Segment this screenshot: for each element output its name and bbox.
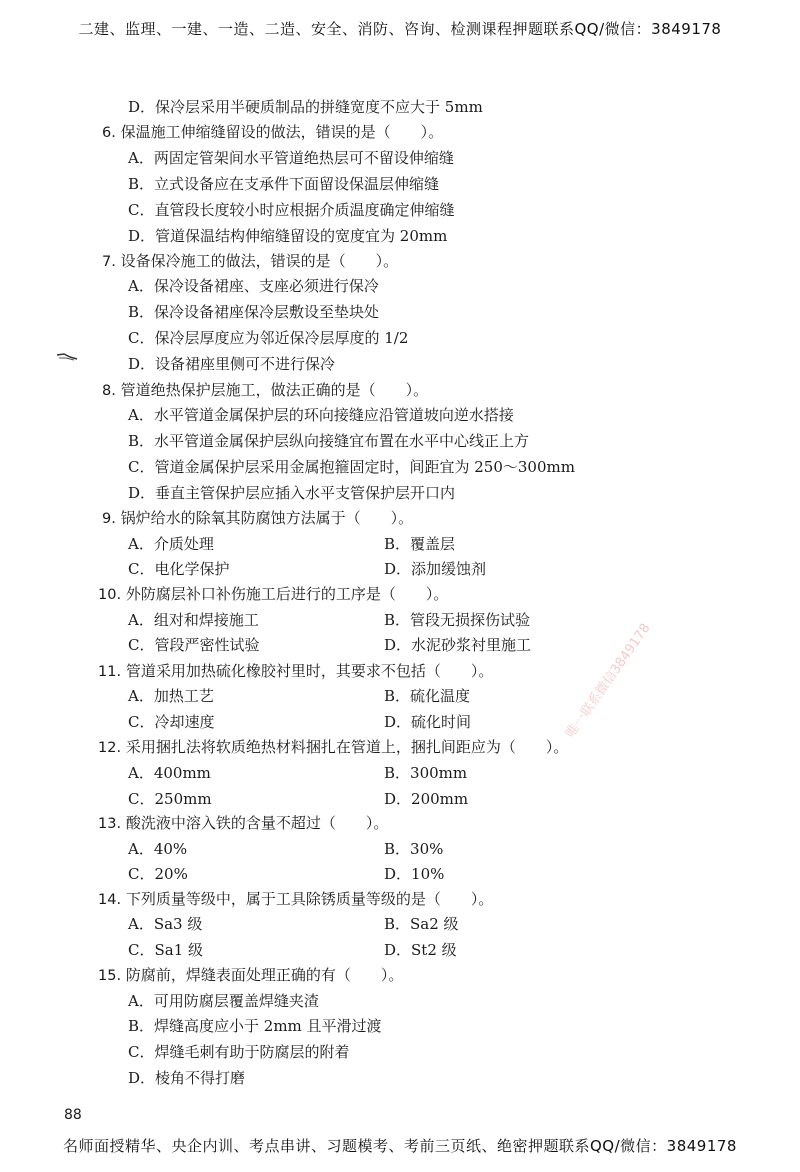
option-a: A．保冷设备裙座、支座必须进行保冷 [128, 277, 379, 295]
question-12 [98, 737, 568, 758]
question-13 [98, 813, 388, 834]
footer-banner: 名师面授精华、央企内训、考点串讲、习题模考、考前三页纸、绝密押题联系QQ/微信：3849178 [63, 1137, 737, 1155]
option-d: D．添加缓蚀剂 [384, 560, 487, 578]
option-a: A．组对和焊接施工 [128, 611, 259, 629]
question-text: 防腐前，焊缝表面处理正确的有（ ）。 [125, 966, 404, 984]
question-text: 外防腐层补口补伤施工后进行的工序是（ ）。 [125, 585, 449, 603]
question-text: 保温施工伸缩缝留设的做法，错误的是（ ）。 [120, 123, 444, 141]
scan-mark [56, 352, 78, 362]
question-14 [98, 889, 493, 910]
question-7 [102, 251, 398, 272]
question-11 [98, 661, 493, 682]
option-a: A．400mm [128, 764, 211, 782]
question-text: 下列质量等级中，属于工具除锈质量等级的是（ ）。 [125, 890, 494, 908]
option-c: C．250mm [128, 790, 212, 808]
option-d: D．水泥砂浆衬里施工 [384, 636, 532, 654]
question-number: 13. [98, 816, 122, 832]
question-6 [102, 122, 443, 143]
option-a: A．水平管道金属保护层的环向接缝应沿管道坡向逆水搭接 [128, 406, 514, 424]
option-b: B．硫化温度 [384, 687, 471, 705]
option-c: C．保冷层厚度应为邻近保冷层厚度的 1/2 [128, 329, 409, 347]
question-number: 11. [98, 664, 122, 680]
prev-question-option-d: D．保冷层采用半硬质制品的拼缝宽度不应大于 5mm [128, 98, 483, 116]
page-number: 88 [64, 1107, 82, 1123]
option-c: C．管道金属保护层采用金属抱箍固定时，间距宜为 250～300mm [128, 458, 575, 476]
option-d: D．棱角不得打磨 [128, 1069, 246, 1087]
header-banner: 二建、监理、一建、一造、二造、安全、消防、咨询、检测课程押题联系QQ/微信：3849178 [78, 20, 722, 38]
question-15 [98, 965, 403, 986]
option-d: D．200mm [384, 790, 469, 808]
option-b: B．立式设备应在支承件下面留设保温层伸缩缝 [128, 175, 440, 193]
option-b: B．保冷设备裙座保冷层敷设至垫块处 [128, 303, 380, 321]
watermark: 唯一联系微信3849178 [563, 620, 654, 741]
question-number: 10. [98, 587, 122, 603]
question-number: 9. [102, 511, 116, 527]
question-8 [102, 380, 428, 401]
option-a: A．Sa3 级 [128, 915, 203, 933]
question-10 [98, 584, 448, 605]
option-b: B．管段无损探伤试验 [384, 611, 531, 629]
option-c: C．Sa1 级 [128, 941, 204, 959]
option-a: A．可用防腐层覆盖焊缝夹渣 [128, 992, 319, 1010]
option-b: B．300mm [384, 764, 468, 782]
option-c: C．冷却速度 [128, 713, 215, 731]
option-c: C．焊缝毛刺有助于防腐层的附着 [128, 1043, 350, 1061]
option-d: D．管道保温结构伸缩缝留设的宽度宜为 20mm [128, 227, 448, 245]
option-c: C．电化学保护 [128, 560, 230, 578]
question-text: 管道绝热保护层施工，做法正确的是（ ）。 [120, 381, 429, 399]
option-d: D．10% [384, 865, 445, 883]
question-text: 管道采用加热硫化橡胶衬里时，其要求不包括（ ）。 [125, 662, 494, 680]
option-d: D．St2 级 [384, 941, 457, 959]
option-c: C．直管段长度较小时应根据介质温度确定伸缩缝 [128, 201, 455, 219]
question-text: 锅炉给水的除氧其防腐蚀方法属于（ ）。 [120, 509, 414, 527]
option-a: A．两固定管架间水平管道绝热层可不留设伸缩缝 [128, 149, 454, 167]
option-d: D．垂直主管保护层应插入水平支管保护层开口内 [128, 484, 456, 502]
option-b: B．覆盖层 [384, 535, 456, 553]
option-c: C．20% [128, 865, 188, 883]
question-text: 采用捆扎法将软质绝热材料捆扎在管道上，捆扎间距应为（ ）。 [125, 738, 569, 756]
question-number: 8. [102, 383, 116, 399]
option-d: D．设备裙座里侧可不进行保冷 [128, 355, 336, 373]
question-number: 6. [102, 125, 116, 141]
question-number: 7. [102, 254, 116, 270]
question-number: 15. [98, 968, 122, 984]
option-b: B．水平管道金属保护层纵向接缝宜布置在水平中心线正上方 [128, 432, 530, 450]
question-number: 12. [98, 740, 122, 756]
option-a: A．介质处理 [128, 535, 214, 553]
question-9 [102, 508, 413, 529]
option-b: B．焊缝高度应小于 2mm 且平滑过渡 [128, 1017, 382, 1035]
option-a: A．加热工艺 [128, 687, 214, 705]
question-text: 设备保冷施工的做法，错误的是（ ）。 [120, 252, 399, 270]
option-d: D．硫化时间 [384, 713, 472, 731]
option-c: C．管段严密性试验 [128, 636, 260, 654]
option-b: B．Sa2 级 [384, 915, 459, 933]
question-number: 14. [98, 892, 122, 908]
option-b: B．30% [384, 840, 444, 858]
question-text: 酸洗液中溶入铁的含量不超过（ ）。 [125, 814, 389, 832]
option-a: A．40% [128, 840, 188, 858]
